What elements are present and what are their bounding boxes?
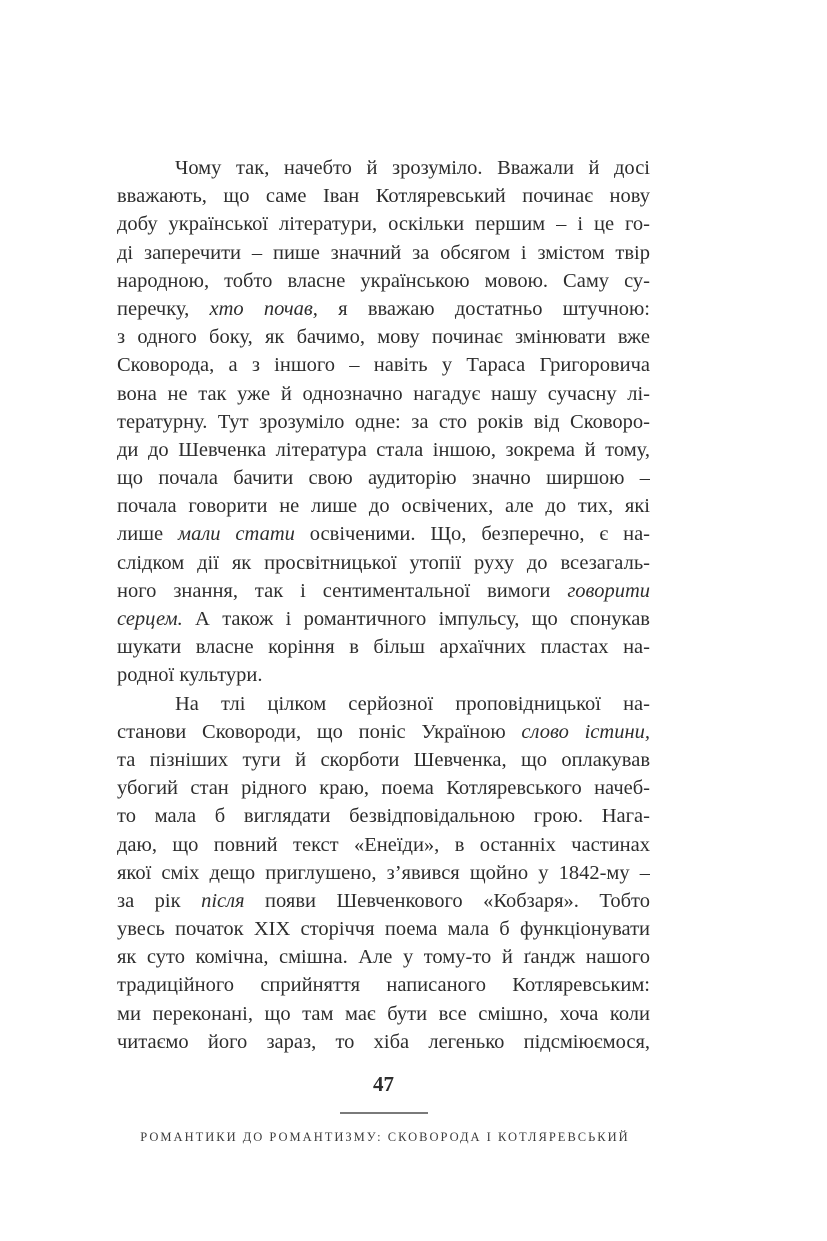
text-segment: що почала бачити свою аудиторію значно ширшою – bbox=[117, 467, 650, 490]
text-line bbox=[117, 1000, 650, 1028]
italic-text-segment: хто почав, bbox=[209, 297, 318, 320]
text-line bbox=[117, 887, 650, 915]
text-segment: тературну. Тут зрозуміло одне: за сто років від Сковоро- bbox=[117, 410, 650, 433]
text-line bbox=[117, 774, 650, 802]
text-segment: вважають, що саме Іван Котляревський починає нову bbox=[117, 185, 650, 208]
text-segment: та пізніших туги й скорботи Шевченка, що оплакував bbox=[117, 748, 650, 771]
text-segment: появи Шевченкового «Кобзаря». Тобто bbox=[244, 889, 650, 912]
text-segment: ми переконані, що там має бути все смішно, хоча коли bbox=[117, 1002, 650, 1025]
running-footer: РОМАНТИКИ ДО РОМАНТИЗМУ: СКОВОРОДА І КОТЛЯРЕВСЬКИЙ bbox=[140, 1130, 630, 1144]
text-line bbox=[117, 295, 650, 323]
text-line bbox=[117, 971, 650, 999]
text-segment: слідком дії як просвітницької утопії руху до всезагаль- bbox=[117, 551, 650, 574]
text-line bbox=[117, 549, 650, 577]
text-line bbox=[117, 690, 650, 718]
text-line bbox=[117, 802, 650, 830]
text-segment: лише bbox=[117, 523, 178, 546]
text-line bbox=[117, 154, 650, 182]
text-segment: почала говорити не лише до освічених, але до тих, які bbox=[117, 495, 650, 518]
text-line bbox=[117, 633, 650, 661]
text-line bbox=[117, 831, 650, 859]
body-text bbox=[117, 154, 650, 1056]
text-segment: вона не так уже й однозначно нагадує нашу сучасну лі- bbox=[117, 382, 650, 405]
text-segment: станови Сковороди, що поніс Україною bbox=[117, 720, 522, 743]
text-line bbox=[117, 605, 650, 633]
text-segment: освіченими. Що, безперечно, є на- bbox=[294, 523, 650, 546]
text-segment: А також і романтичного імпульсу, що спонукав bbox=[182, 608, 650, 630]
text-line bbox=[117, 351, 650, 379]
text-segment: убогий стан рідного краю, поема Котляревського начеб- bbox=[117, 777, 650, 800]
text-segment: народною, тобто власне українською мовою. Саму су- bbox=[117, 269, 650, 292]
italic-text-segment: серцем. bbox=[117, 608, 183, 630]
text-segment: перечку, bbox=[117, 297, 210, 320]
italic-text-segment: говорити bbox=[567, 579, 650, 602]
text-line bbox=[117, 464, 650, 492]
text-line bbox=[117, 718, 650, 746]
text-segment: я вважаю достатньо штучною: bbox=[317, 297, 650, 320]
text-segment: за рік bbox=[117, 889, 202, 912]
text-segment: Чому так, начебто й зрозуміло. Вважали й досі bbox=[175, 157, 650, 179]
text-segment: традиційного сприйняття написаного Котляревським: bbox=[117, 974, 650, 997]
text-line bbox=[117, 239, 650, 267]
text-segment: як суто комічна, смішна. Але у тому-то й ґандж нашого bbox=[117, 946, 650, 969]
text-segment: шукати власне коріння в більш архаїчних пластах на- bbox=[117, 636, 650, 659]
text-segment: добу української літератури, оскільки першим – і це го- bbox=[117, 213, 650, 236]
italic-text-segment: мали стати bbox=[178, 523, 295, 546]
text-line bbox=[117, 1028, 650, 1056]
text-segment: то мала б виглядати безвідповідальною грою. Нага- bbox=[117, 805, 650, 828]
text-segment: родної культури. bbox=[117, 664, 263, 687]
text-segment: увесь початок XIX сторіччя поема мала б функціонувати bbox=[117, 918, 650, 941]
text-line bbox=[117, 436, 650, 464]
text-line bbox=[117, 577, 650, 605]
text-line bbox=[117, 915, 650, 943]
text-line bbox=[117, 210, 650, 238]
text-segment: даю, що повний текст «Енеїди», в останніх частинах bbox=[117, 833, 650, 856]
text-line bbox=[117, 323, 650, 351]
text-line bbox=[117, 520, 650, 548]
text-segment: На тлі цілком серйозної проповідницької на- bbox=[175, 692, 650, 715]
text-line bbox=[117, 182, 650, 210]
text-line bbox=[117, 267, 650, 295]
text-segment: ди до Шевченка література стала іншою, зокрема й тому, bbox=[117, 438, 650, 461]
text-line bbox=[117, 661, 650, 689]
text-line bbox=[117, 408, 650, 436]
text-line bbox=[117, 746, 650, 774]
text-line bbox=[117, 859, 650, 887]
italic-text-segment: після bbox=[201, 889, 245, 912]
text-segment: читаємо його зараз, то хіба легенько підсміюємося, bbox=[117, 1030, 650, 1053]
text-line bbox=[117, 943, 650, 971]
text-line bbox=[117, 380, 650, 408]
text-segment: ного знання, так і сентиментальної вимоги bbox=[117, 579, 568, 602]
text-segment: Сковорода, а з іншого – навіть у Тараса Григоровича bbox=[117, 354, 650, 377]
text-segment: ді заперечити – пише значний за обсягом і змістом твір bbox=[117, 241, 650, 264]
italic-text-segment: слово істини, bbox=[521, 720, 650, 743]
page-number: 47 bbox=[373, 1072, 394, 1096]
text-segment: якої сміх дещо приглушено, з’явився щойно у 1842-му – bbox=[117, 861, 650, 884]
text-segment: з одного боку, як бачимо, мову починає змінювати вже bbox=[117, 326, 650, 349]
text-line bbox=[117, 492, 650, 520]
footer-rule bbox=[340, 1112, 428, 1114]
